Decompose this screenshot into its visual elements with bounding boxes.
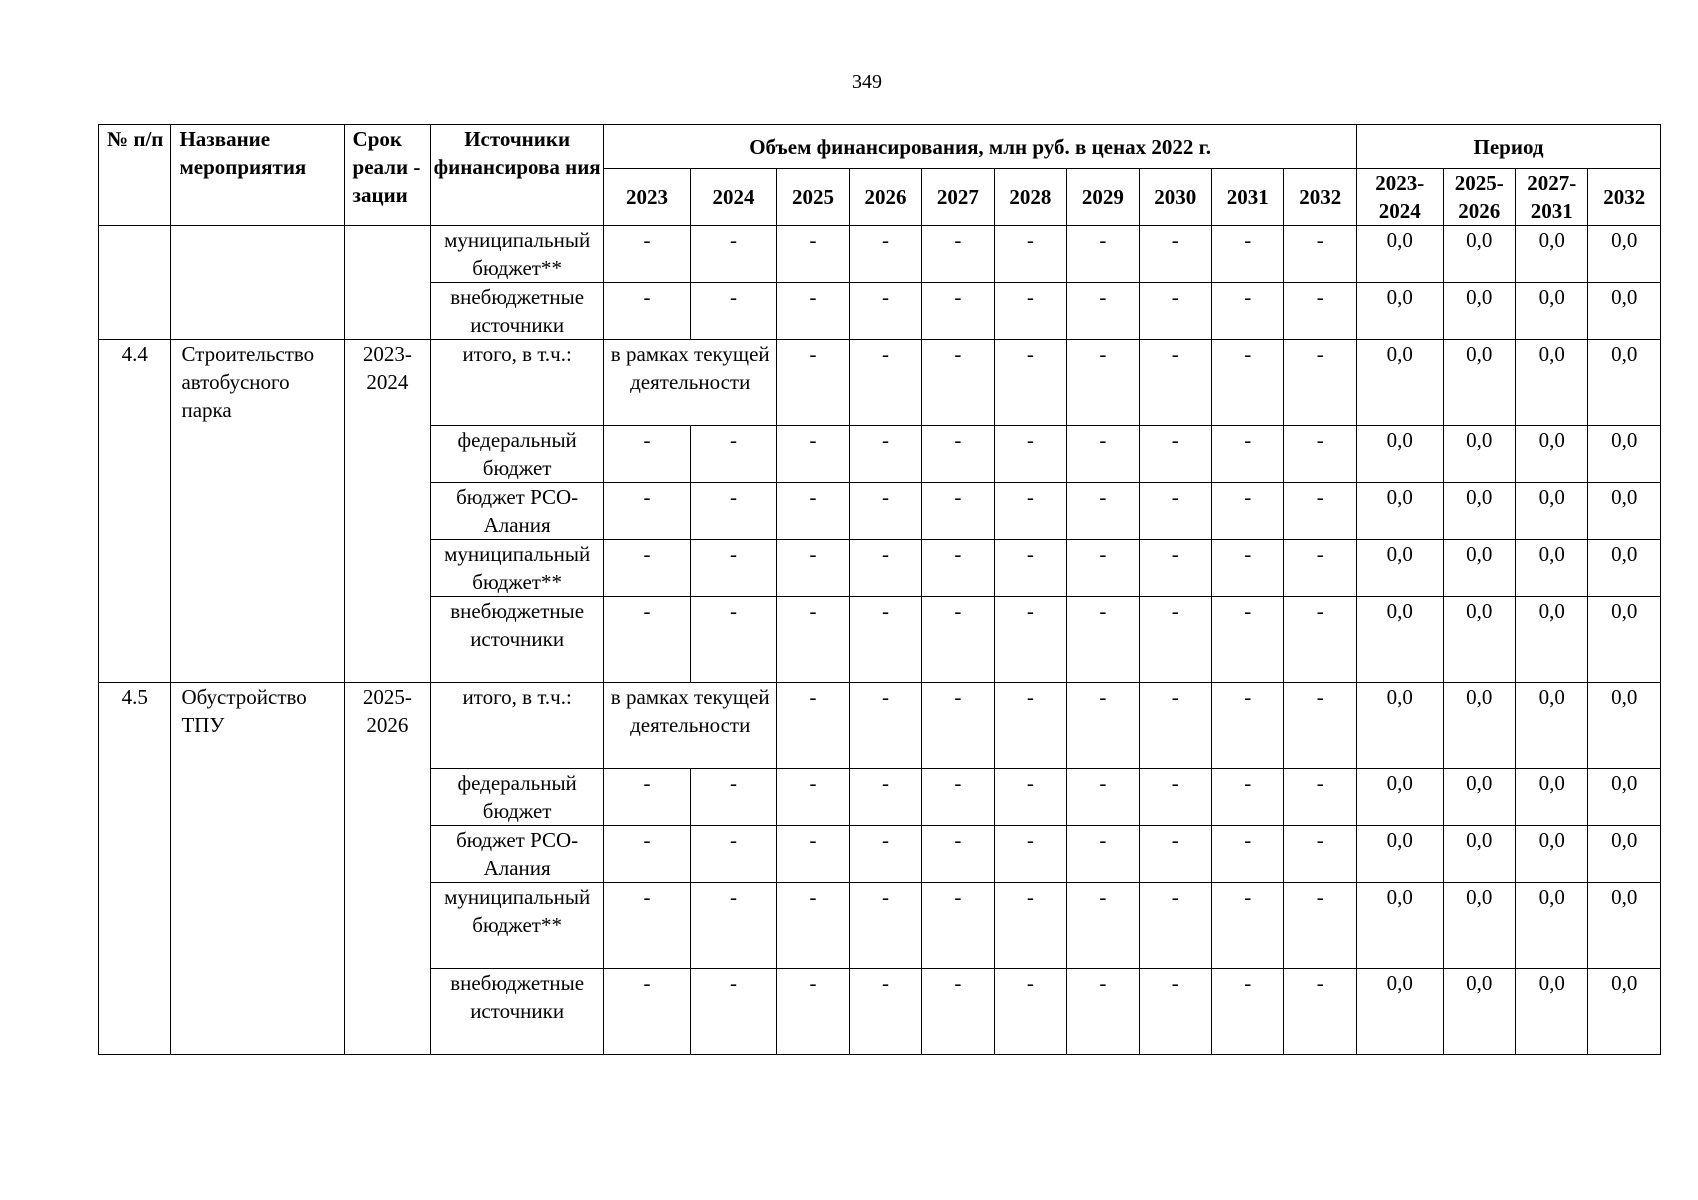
year-header: 2030	[1139, 169, 1211, 226]
period-value: 0,0	[1516, 883, 1588, 969]
year-value: -	[690, 969, 777, 1055]
period-value: 0,0	[1516, 597, 1588, 683]
year-value: -	[1284, 826, 1357, 883]
year-header: 2026	[849, 169, 921, 226]
year-value: -	[922, 969, 994, 1055]
year-value: -	[994, 426, 1066, 483]
activity-num: 4.4	[99, 340, 171, 683]
year-value: -	[690, 597, 777, 683]
period-value: 0,0	[1516, 540, 1588, 597]
year-value: -	[1067, 597, 1139, 683]
period-value: 0,0	[1443, 426, 1515, 483]
year-value: -	[1284, 883, 1357, 969]
year-value: -	[690, 826, 777, 883]
source-cell: бюджет РСО-Алания	[431, 483, 604, 540]
year-value: -	[604, 483, 691, 540]
period-value: 0,0	[1588, 597, 1661, 683]
year-value: -	[1284, 483, 1357, 540]
year-value: -	[849, 769, 921, 826]
year-value: -	[1067, 969, 1139, 1055]
period-value: 0,0	[1443, 226, 1515, 283]
period-header: 2023-2024	[1357, 169, 1444, 226]
year-value: -	[1284, 769, 1357, 826]
year-value: -	[777, 769, 849, 826]
period-value: 0,0	[1357, 540, 1444, 597]
note-cell: в рамках текущей деятельности	[604, 340, 777, 426]
year-value: -	[1139, 969, 1211, 1055]
period-value: 0,0	[1516, 683, 1588, 769]
year-value: -	[1284, 597, 1357, 683]
period-header: 2032	[1588, 169, 1661, 226]
period-value: 0,0	[1357, 883, 1444, 969]
year-value: -	[1067, 540, 1139, 597]
year-value: -	[994, 683, 1066, 769]
activity-num: 4.5	[99, 683, 171, 1055]
source-cell: внебюджетные источники	[431, 597, 604, 683]
year-value: -	[922, 226, 994, 283]
period-value: 0,0	[1443, 826, 1515, 883]
table-body	[99, 226, 1661, 1055]
year-value: -	[1212, 597, 1284, 683]
table-row	[99, 340, 1661, 426]
period-value: 0,0	[1516, 283, 1588, 340]
source-cell: итого, в т.ч.:	[431, 683, 604, 769]
year-value: -	[922, 483, 994, 540]
period-value: 0,0	[1588, 826, 1661, 883]
year-value: -	[777, 826, 849, 883]
year-value: -	[849, 883, 921, 969]
year-value: -	[849, 483, 921, 540]
year-value: -	[922, 540, 994, 597]
year-value: -	[994, 540, 1066, 597]
year-header: 2031	[1212, 169, 1284, 226]
period-value: 0,0	[1588, 883, 1661, 969]
page-number: 349	[852, 71, 882, 93]
source-cell: итого, в т.ч.:	[431, 340, 604, 426]
year-value: -	[1212, 683, 1284, 769]
year-value: -	[777, 683, 849, 769]
year-value: -	[849, 683, 921, 769]
year-value: -	[922, 826, 994, 883]
period-value: 0,0	[1588, 540, 1661, 597]
period-value: 0,0	[1357, 483, 1444, 540]
year-value: -	[1139, 426, 1211, 483]
source-cell: муниципальный бюджет**	[431, 226, 604, 283]
year-value: -	[849, 426, 921, 483]
term-cell	[344, 226, 431, 340]
year-value: -	[777, 340, 849, 426]
period-value: 0,0	[1443, 769, 1515, 826]
period-value: 0,0	[1588, 483, 1661, 540]
period-value: 0,0	[1443, 597, 1515, 683]
year-value: -	[1139, 883, 1211, 969]
year-header: 2029	[1067, 169, 1139, 226]
year-value: -	[1212, 883, 1284, 969]
year-value: -	[849, 969, 921, 1055]
year-value: -	[1139, 283, 1211, 340]
year-value: -	[1212, 283, 1284, 340]
year-value: -	[1212, 340, 1284, 426]
year-value: -	[604, 226, 691, 283]
header-term: Срок реали - зации	[344, 125, 431, 226]
year-value: -	[849, 340, 921, 426]
year-value: -	[994, 883, 1066, 969]
year-header: 2032	[1284, 169, 1357, 226]
header-period: Период	[1357, 125, 1661, 169]
year-value: -	[690, 283, 777, 340]
year-value: -	[849, 597, 921, 683]
header-num: № п/п	[99, 125, 171, 226]
period-value: 0,0	[1588, 769, 1661, 826]
period-value: 0,0	[1588, 426, 1661, 483]
year-value: -	[604, 769, 691, 826]
year-value: -	[1067, 426, 1139, 483]
year-value: -	[1067, 683, 1139, 769]
period-value: 0,0	[1443, 683, 1515, 769]
source-cell: внебюджетные источники	[431, 283, 604, 340]
year-value: -	[777, 283, 849, 340]
period-value: 0,0	[1443, 483, 1515, 540]
year-value: -	[994, 597, 1066, 683]
year-header: 2024	[690, 169, 777, 226]
period-value: 0,0	[1516, 826, 1588, 883]
year-value: -	[690, 226, 777, 283]
year-value: -	[1139, 826, 1211, 883]
activity-name: Строительство автобусного парка	[171, 340, 344, 683]
table-row	[99, 683, 1661, 769]
year-value: -	[777, 426, 849, 483]
year-value: -	[1067, 826, 1139, 883]
year-value: -	[604, 969, 691, 1055]
activity-term: 2025-2026	[344, 683, 431, 1055]
year-header: 2028	[994, 169, 1066, 226]
period-value: 0,0	[1443, 340, 1515, 426]
financing-table	[98, 124, 1661, 1055]
year-value: -	[1212, 226, 1284, 283]
year-value: -	[922, 283, 994, 340]
source-cell: федеральный бюджет	[431, 426, 604, 483]
year-value: -	[604, 283, 691, 340]
period-value: 0,0	[1443, 883, 1515, 969]
period-value: 0,0	[1357, 597, 1444, 683]
period-value: 0,0	[1588, 226, 1661, 283]
year-value: -	[994, 969, 1066, 1055]
year-value: -	[1212, 769, 1284, 826]
period-value: 0,0	[1516, 483, 1588, 540]
year-value: -	[604, 426, 691, 483]
year-header: 2027	[922, 169, 994, 226]
year-value: -	[690, 540, 777, 597]
year-value: -	[1284, 969, 1357, 1055]
year-value: -	[994, 826, 1066, 883]
period-value: 0,0	[1357, 769, 1444, 826]
year-header: 2025	[777, 169, 849, 226]
name-cell	[171, 226, 344, 340]
year-value: -	[1212, 540, 1284, 597]
source-cell: бюджет РСО-Алания	[431, 826, 604, 883]
period-value: 0,0	[1516, 226, 1588, 283]
year-value: -	[690, 483, 777, 540]
year-value: -	[777, 969, 849, 1055]
period-value: 0,0	[1357, 340, 1444, 426]
year-value: -	[922, 769, 994, 826]
year-value: -	[1139, 597, 1211, 683]
year-value: -	[994, 226, 1066, 283]
year-value: -	[1067, 883, 1139, 969]
period-header: 2027-2031	[1516, 169, 1588, 226]
period-value: 0,0	[1516, 769, 1588, 826]
source-cell: муниципальный бюджет**	[431, 540, 604, 597]
period-value: 0,0	[1357, 426, 1444, 483]
year-value: -	[777, 597, 849, 683]
year-value: -	[1212, 426, 1284, 483]
year-value: -	[849, 540, 921, 597]
table-row	[99, 226, 1661, 283]
year-value: -	[1212, 483, 1284, 540]
source-cell: федеральный бюджет	[431, 769, 604, 826]
year-value: -	[1067, 340, 1139, 426]
year-value: -	[849, 283, 921, 340]
activity-term: 2023-2024	[344, 340, 431, 683]
period-value: 0,0	[1357, 283, 1444, 340]
period-value: 0,0	[1357, 683, 1444, 769]
year-value: -	[777, 883, 849, 969]
year-value: -	[1067, 226, 1139, 283]
year-value: -	[994, 340, 1066, 426]
period-value: 0,0	[1443, 969, 1515, 1055]
table-header	[99, 125, 1661, 226]
year-value: -	[1284, 340, 1357, 426]
year-value: -	[1067, 483, 1139, 540]
year-value: -	[777, 483, 849, 540]
year-value: -	[1284, 426, 1357, 483]
year-value: -	[690, 426, 777, 483]
year-value: -	[1284, 226, 1357, 283]
note-cell: в рамках текущей деятельности	[604, 683, 777, 769]
year-value: -	[690, 883, 777, 969]
year-value: -	[849, 226, 921, 283]
year-value: -	[994, 283, 1066, 340]
num-cell	[99, 226, 171, 340]
header-name: Название мероприятия	[171, 125, 344, 226]
year-value: -	[1212, 826, 1284, 883]
period-value: 0,0	[1443, 540, 1515, 597]
year-value: -	[604, 883, 691, 969]
period-value: 0,0	[1357, 826, 1444, 883]
period-header: 2025-2026	[1443, 169, 1515, 226]
header-sources: Источники финансирова ния	[431, 125, 604, 226]
year-value: -	[690, 769, 777, 826]
year-value: -	[1139, 340, 1211, 426]
year-value: -	[849, 826, 921, 883]
year-value: -	[922, 883, 994, 969]
year-value: -	[922, 683, 994, 769]
period-value: 0,0	[1588, 969, 1661, 1055]
period-value: 0,0	[1516, 340, 1588, 426]
year-value: -	[994, 483, 1066, 540]
period-value: 0,0	[1357, 226, 1444, 283]
period-value: 0,0	[1516, 969, 1588, 1055]
year-value: -	[922, 426, 994, 483]
year-value: -	[1067, 769, 1139, 826]
year-value: -	[1284, 283, 1357, 340]
year-value: -	[604, 597, 691, 683]
source-cell: внебюджетные источники	[431, 969, 604, 1055]
year-value: -	[1139, 540, 1211, 597]
year-value: -	[777, 540, 849, 597]
year-value: -	[1139, 226, 1211, 283]
period-value: 0,0	[1588, 340, 1661, 426]
year-value: -	[1139, 483, 1211, 540]
period-value: 0,0	[1588, 683, 1661, 769]
year-value: -	[1212, 969, 1284, 1055]
year-value: -	[604, 826, 691, 883]
year-value: -	[604, 540, 691, 597]
header-volume: Объем финансирования, млн руб. в ценах 2022 г.	[604, 125, 1357, 169]
year-value: -	[1284, 540, 1357, 597]
period-value: 0,0	[1588, 283, 1661, 340]
period-value: 0,0	[1357, 969, 1444, 1055]
year-value: -	[1139, 683, 1211, 769]
year-value: -	[922, 340, 994, 426]
year-value: -	[922, 597, 994, 683]
activity-name: Обустройство ТПУ	[171, 683, 344, 1055]
year-value: -	[1284, 683, 1357, 769]
year-value: -	[994, 769, 1066, 826]
year-value: -	[777, 226, 849, 283]
period-value: 0,0	[1443, 283, 1515, 340]
year-value: -	[1139, 769, 1211, 826]
year-header: 2023	[604, 169, 691, 226]
source-cell: муниципальный бюджет**	[431, 883, 604, 969]
year-value: -	[1067, 283, 1139, 340]
period-value: 0,0	[1516, 426, 1588, 483]
